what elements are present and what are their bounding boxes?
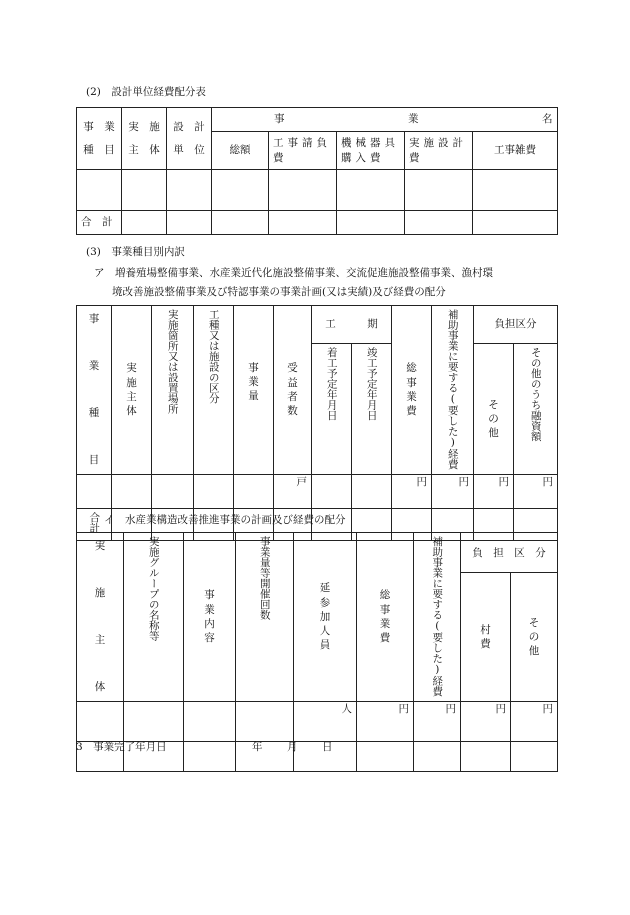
col-other bbox=[511, 573, 558, 701]
cell[interactable] bbox=[152, 474, 194, 508]
actor-char: 体 bbox=[126, 405, 137, 417]
bene-char: 益 bbox=[287, 376, 298, 389]
table-row bbox=[77, 474, 558, 508]
cell[interactable] bbox=[112, 474, 152, 508]
cell[interactable] bbox=[184, 741, 236, 771]
cell[interactable] bbox=[337, 211, 405, 235]
cell[interactable] bbox=[312, 474, 352, 508]
cost-char: 事 bbox=[406, 376, 417, 389]
col-loan bbox=[514, 344, 558, 475]
bene-char: 者 bbox=[287, 390, 298, 403]
subsidy-text: 補助事業に要する(要した)経費 bbox=[446, 309, 459, 470]
actor-char: 実 bbox=[126, 362, 137, 375]
unit-yen[interactable]: 円 bbox=[432, 474, 474, 508]
cell[interactable] bbox=[461, 741, 511, 771]
col-design-unit-line1: 設 計 bbox=[173, 121, 205, 134]
other-char: 他 bbox=[488, 426, 499, 439]
cell[interactable] bbox=[184, 701, 236, 741]
col-burden: 負担区分 bbox=[474, 306, 558, 344]
cell[interactable] bbox=[269, 211, 337, 235]
col-other bbox=[474, 344, 514, 475]
section-a-line2: 境改善施設整備事業及び特認事業の事業計画(又は実績)及び経費の配分 bbox=[112, 286, 446, 298]
unit-people[interactable]: 人 bbox=[294, 701, 357, 741]
cell[interactable] bbox=[194, 474, 234, 508]
type-char: 目 bbox=[88, 454, 100, 467]
col-burden: 負 担 区 分 bbox=[461, 533, 558, 573]
completion-date-label: 3 事業完了年月日 bbox=[76, 741, 167, 753]
cell[interactable] bbox=[236, 741, 294, 771]
content-char: 容 bbox=[204, 632, 215, 644]
col-period: 工 期 bbox=[312, 306, 392, 344]
cell[interactable] bbox=[414, 741, 461, 771]
content-char: 事 bbox=[204, 589, 215, 602]
col-quantity bbox=[234, 306, 274, 475]
col-equipment-cost: 機械器具購入費 bbox=[337, 132, 405, 170]
cell[interactable] bbox=[473, 211, 558, 235]
col-implementer-line1: 実 施 bbox=[128, 121, 160, 134]
total-text: 合計 bbox=[88, 511, 101, 533]
col-implementer bbox=[77, 533, 124, 702]
bene-char: 数 bbox=[287, 405, 298, 417]
cost-char: 総 bbox=[406, 362, 417, 375]
cell[interactable] bbox=[234, 474, 274, 508]
col-misc-cost: 工事雑費 bbox=[473, 132, 558, 170]
group-text: 実施グループの名称等 bbox=[147, 536, 160, 641]
village-char: 費 bbox=[480, 638, 491, 651]
cost-char: 総 bbox=[379, 589, 391, 602]
col-design-unit-line2: 単 位 bbox=[173, 143, 205, 156]
col-implementer bbox=[122, 108, 167, 170]
actor-char: 施 bbox=[94, 587, 106, 600]
cell[interactable] bbox=[405, 170, 473, 211]
cell[interactable] bbox=[124, 701, 184, 741]
village-char: 村 bbox=[480, 623, 491, 636]
col-total-amount: 総額 bbox=[212, 132, 269, 170]
col-subsidy-cost bbox=[414, 533, 461, 702]
col-count bbox=[236, 533, 294, 702]
cell[interactable] bbox=[212, 170, 269, 211]
col-subsidy-cost bbox=[432, 306, 474, 475]
col-kind bbox=[194, 306, 234, 475]
start-text: 着工予定年月日 bbox=[325, 347, 338, 421]
cell[interactable] bbox=[167, 170, 212, 211]
content-char: 業 bbox=[204, 603, 215, 616]
col-total-cost bbox=[392, 306, 432, 475]
other-char: そ bbox=[488, 398, 499, 411]
cost-char: 費 bbox=[379, 632, 391, 644]
col-group-name bbox=[124, 533, 184, 702]
cell[interactable] bbox=[473, 170, 558, 211]
col-implementer bbox=[112, 306, 152, 475]
actor-char: 主 bbox=[126, 390, 137, 403]
cell[interactable] bbox=[122, 211, 167, 235]
place-text: 実施箇所又は設置場所 bbox=[166, 309, 179, 414]
actor-char: 体 bbox=[94, 681, 106, 694]
unit-yen[interactable]: 円 bbox=[461, 701, 511, 741]
completion-day: 日 bbox=[322, 741, 333, 753]
cost-char: 費 bbox=[406, 405, 417, 417]
cell[interactable] bbox=[357, 741, 414, 771]
col-start-date bbox=[312, 344, 352, 475]
section-2-heading: (2) 設計単位経費配分表 bbox=[86, 86, 206, 98]
loan-text: その他のうち融資額 bbox=[529, 347, 542, 442]
other-char: そ bbox=[528, 616, 540, 629]
col-place bbox=[152, 306, 194, 475]
unit-yen[interactable]: 円 bbox=[514, 474, 558, 508]
end-text: 竣工予定年月日 bbox=[365, 347, 378, 421]
cell[interactable] bbox=[337, 170, 405, 211]
section-a-line1: ア 増養殖場整備事業、水産業近代化施設整備事業、交流促進施設整備事業、漁村環 bbox=[94, 267, 493, 279]
table-row bbox=[77, 701, 558, 741]
type-char: 事 bbox=[88, 313, 100, 325]
cell[interactable] bbox=[405, 211, 473, 235]
actor-char: 実 bbox=[94, 540, 106, 552]
col-content bbox=[184, 533, 236, 702]
col-design-unit bbox=[167, 108, 212, 170]
qty-char: 量 bbox=[248, 389, 259, 402]
cell[interactable] bbox=[352, 474, 392, 508]
cell[interactable] bbox=[77, 474, 112, 508]
bene-char: 受 bbox=[287, 362, 298, 375]
cell[interactable] bbox=[122, 170, 167, 211]
other-char: の bbox=[528, 630, 540, 643]
col-business-name-ji: 事 bbox=[274, 113, 285, 125]
people-char: 加 bbox=[319, 610, 331, 623]
unit-yen[interactable]: 円 bbox=[357, 701, 414, 741]
col-village-cost bbox=[461, 573, 511, 701]
content-char: 内 bbox=[204, 617, 215, 630]
col-business-name-gyo: 業 bbox=[408, 113, 419, 125]
actor-char: 施 bbox=[126, 376, 137, 389]
type-char: 業 bbox=[88, 360, 100, 373]
design-unit-cost-table bbox=[76, 107, 558, 235]
count-text: 事業量等開催回数 bbox=[258, 536, 271, 620]
people-char: 員 bbox=[319, 639, 331, 652]
col-business-name-mei: 名 bbox=[542, 113, 553, 125]
cell[interactable] bbox=[236, 701, 294, 741]
table-row bbox=[77, 170, 558, 211]
unit-yen[interactable]: 円 bbox=[392, 474, 432, 508]
cost-char: 事 bbox=[379, 603, 391, 616]
cell[interactable] bbox=[77, 701, 124, 741]
col-business-name bbox=[212, 108, 558, 132]
type-char: 種 bbox=[88, 407, 100, 420]
structure-promotion-table bbox=[76, 532, 558, 772]
unit-yen[interactable]: 円 bbox=[474, 474, 514, 508]
col-business-type-line1: 事 業 bbox=[83, 121, 115, 134]
actor-char: 主 bbox=[94, 634, 106, 647]
total-row bbox=[77, 211, 558, 235]
col-business-type bbox=[77, 306, 112, 475]
total-label: 合 計 bbox=[77, 211, 122, 235]
other-char: の bbox=[488, 412, 499, 425]
col-beneficiaries bbox=[274, 306, 312, 475]
people-char: 参 bbox=[319, 596, 331, 609]
cell[interactable] bbox=[511, 741, 558, 771]
col-implementer-line2: 主 体 bbox=[128, 143, 160, 156]
col-end-date bbox=[352, 344, 392, 475]
qty-char: 業 bbox=[248, 375, 259, 388]
subsidy-text: 補助事業に要する(要した)経費 bbox=[431, 536, 444, 697]
cost-char: 業 bbox=[379, 617, 391, 630]
people-char: 人 bbox=[319, 624, 331, 637]
completion-year: 年 bbox=[252, 741, 263, 753]
section-i-heading: イ 水産業構造改善推進事業の計画及び経費の配分 bbox=[104, 514, 346, 526]
col-participants bbox=[294, 533, 357, 702]
kind-text: 工種又は施設の区分 bbox=[207, 309, 220, 404]
unit-households[interactable]: 戸 bbox=[274, 474, 312, 508]
cell[interactable] bbox=[212, 211, 269, 235]
col-business-type bbox=[77, 108, 122, 170]
qty-char: 事 bbox=[248, 361, 259, 374]
col-business-type-line2: 種 目 bbox=[83, 143, 115, 156]
col-contract-cost: 工事請負費 bbox=[269, 132, 337, 170]
other-char: 他 bbox=[528, 645, 540, 658]
col-total-cost bbox=[357, 533, 414, 702]
unit-yen[interactable]: 円 bbox=[414, 701, 461, 741]
unit-yen[interactable]: 円 bbox=[511, 701, 558, 741]
col-design-cost: 実施設計費 bbox=[405, 132, 473, 170]
cost-char: 業 bbox=[406, 390, 417, 403]
cell[interactable] bbox=[77, 170, 122, 211]
business-plan-table-a bbox=[76, 305, 558, 541]
people-char: 延 bbox=[319, 582, 331, 595]
cell[interactable] bbox=[269, 170, 337, 211]
completion-month: 月 bbox=[287, 741, 298, 753]
cell[interactable] bbox=[167, 211, 212, 235]
section-3-heading: (3) 事業種目別内訳 bbox=[86, 246, 185, 258]
